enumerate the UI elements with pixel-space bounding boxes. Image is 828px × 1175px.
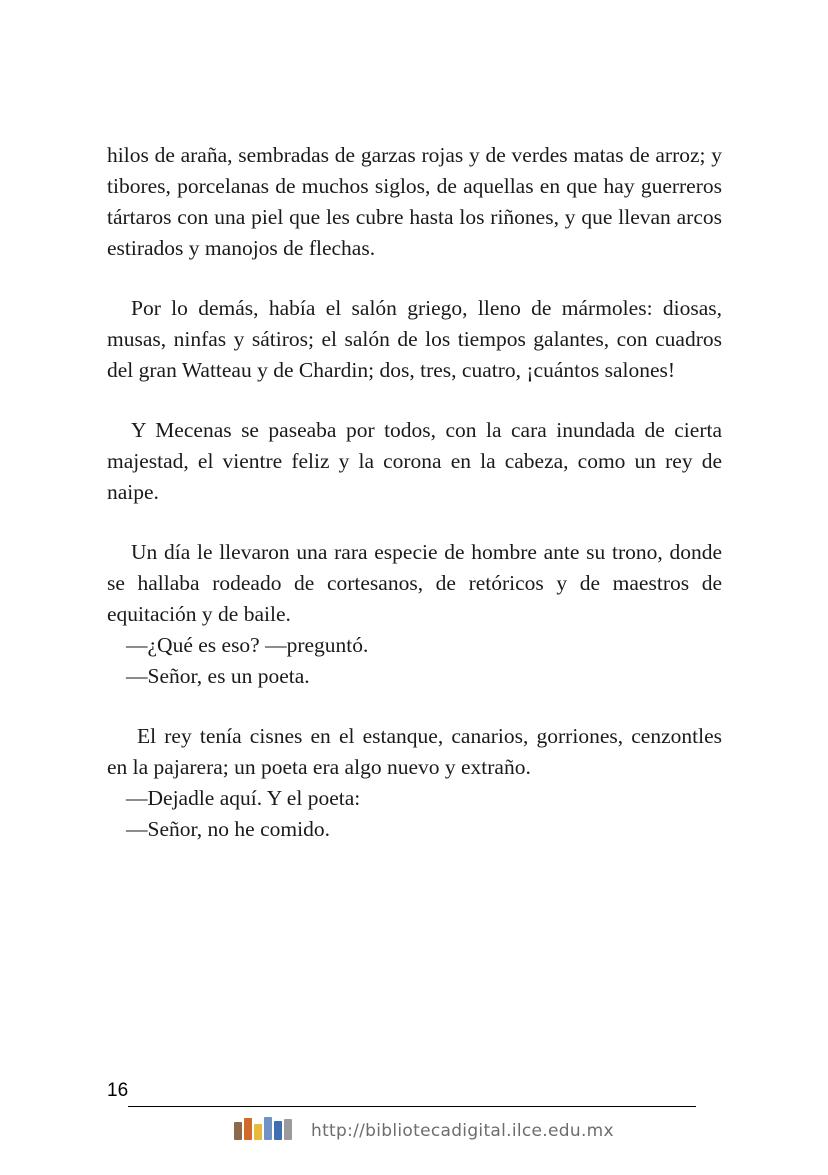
book-spine-icon bbox=[274, 1121, 282, 1140]
book-spine-icon bbox=[244, 1118, 252, 1140]
books-logo-icon bbox=[234, 1116, 298, 1140]
paragraph: Y Mecenas se paseaba por todos, con la cara inundada de cierta majestad, el vientre feliz y la corona en la cabeza, como un rey de naipe. bbox=[107, 418, 722, 504]
paragraph: Un día le llevaron una rara especie de hombre ante su trono, donde se hallaba rodeado de cortesanos, de retóricos y de maestros de equitación y de baile. bbox=[107, 540, 722, 626]
book-spine-icon bbox=[254, 1124, 262, 1140]
paragraph: Por lo demás, había el salón griego, lleno de mármoles: diosas, musas, ninfas y sátiros; el salón de los tiempos galantes, con cuadros del gran Watteau y de Chardin; dos, tres, cuatro, ¡cuántos salones! bbox=[107, 296, 722, 382]
paragraph: El rey tenía cisnes en el estanque, canarios, gorriones, cenzontles en la pajarera; un poeta era algo nuevo y extraño. bbox=[107, 724, 722, 779]
page-number: 16 bbox=[107, 1080, 129, 1101]
footer-url-link[interactable]: http://bibliotecadigital.ilce.edu.mx bbox=[311, 1121, 614, 1141]
dialog-line: —Señor, es un poeta. bbox=[126, 664, 310, 688]
book-spine-icon bbox=[264, 1117, 272, 1140]
book-spine-icon bbox=[284, 1119, 292, 1140]
paragraph: hilos de araña, sembradas de garzas rojas y de verdes matas de arroz; y tibores, porcelanas de muchos siglos, de aquellas en que hay guerreros tártaros con una piel que les cubre hasta los riñones, y que llevan arcos estirados y manojos de flechas. bbox=[107, 143, 722, 260]
dialog-line: —Dejadle aquí. Y el poeta: bbox=[126, 786, 361, 810]
dialog-line: —¿Qué es eso? —preguntó. bbox=[126, 633, 369, 657]
book-spine-icon bbox=[234, 1122, 242, 1140]
dialog-line: —Señor, no he comido. bbox=[126, 817, 330, 841]
page-body bbox=[107, 140, 722, 845]
footer-divider bbox=[128, 1106, 696, 1107]
